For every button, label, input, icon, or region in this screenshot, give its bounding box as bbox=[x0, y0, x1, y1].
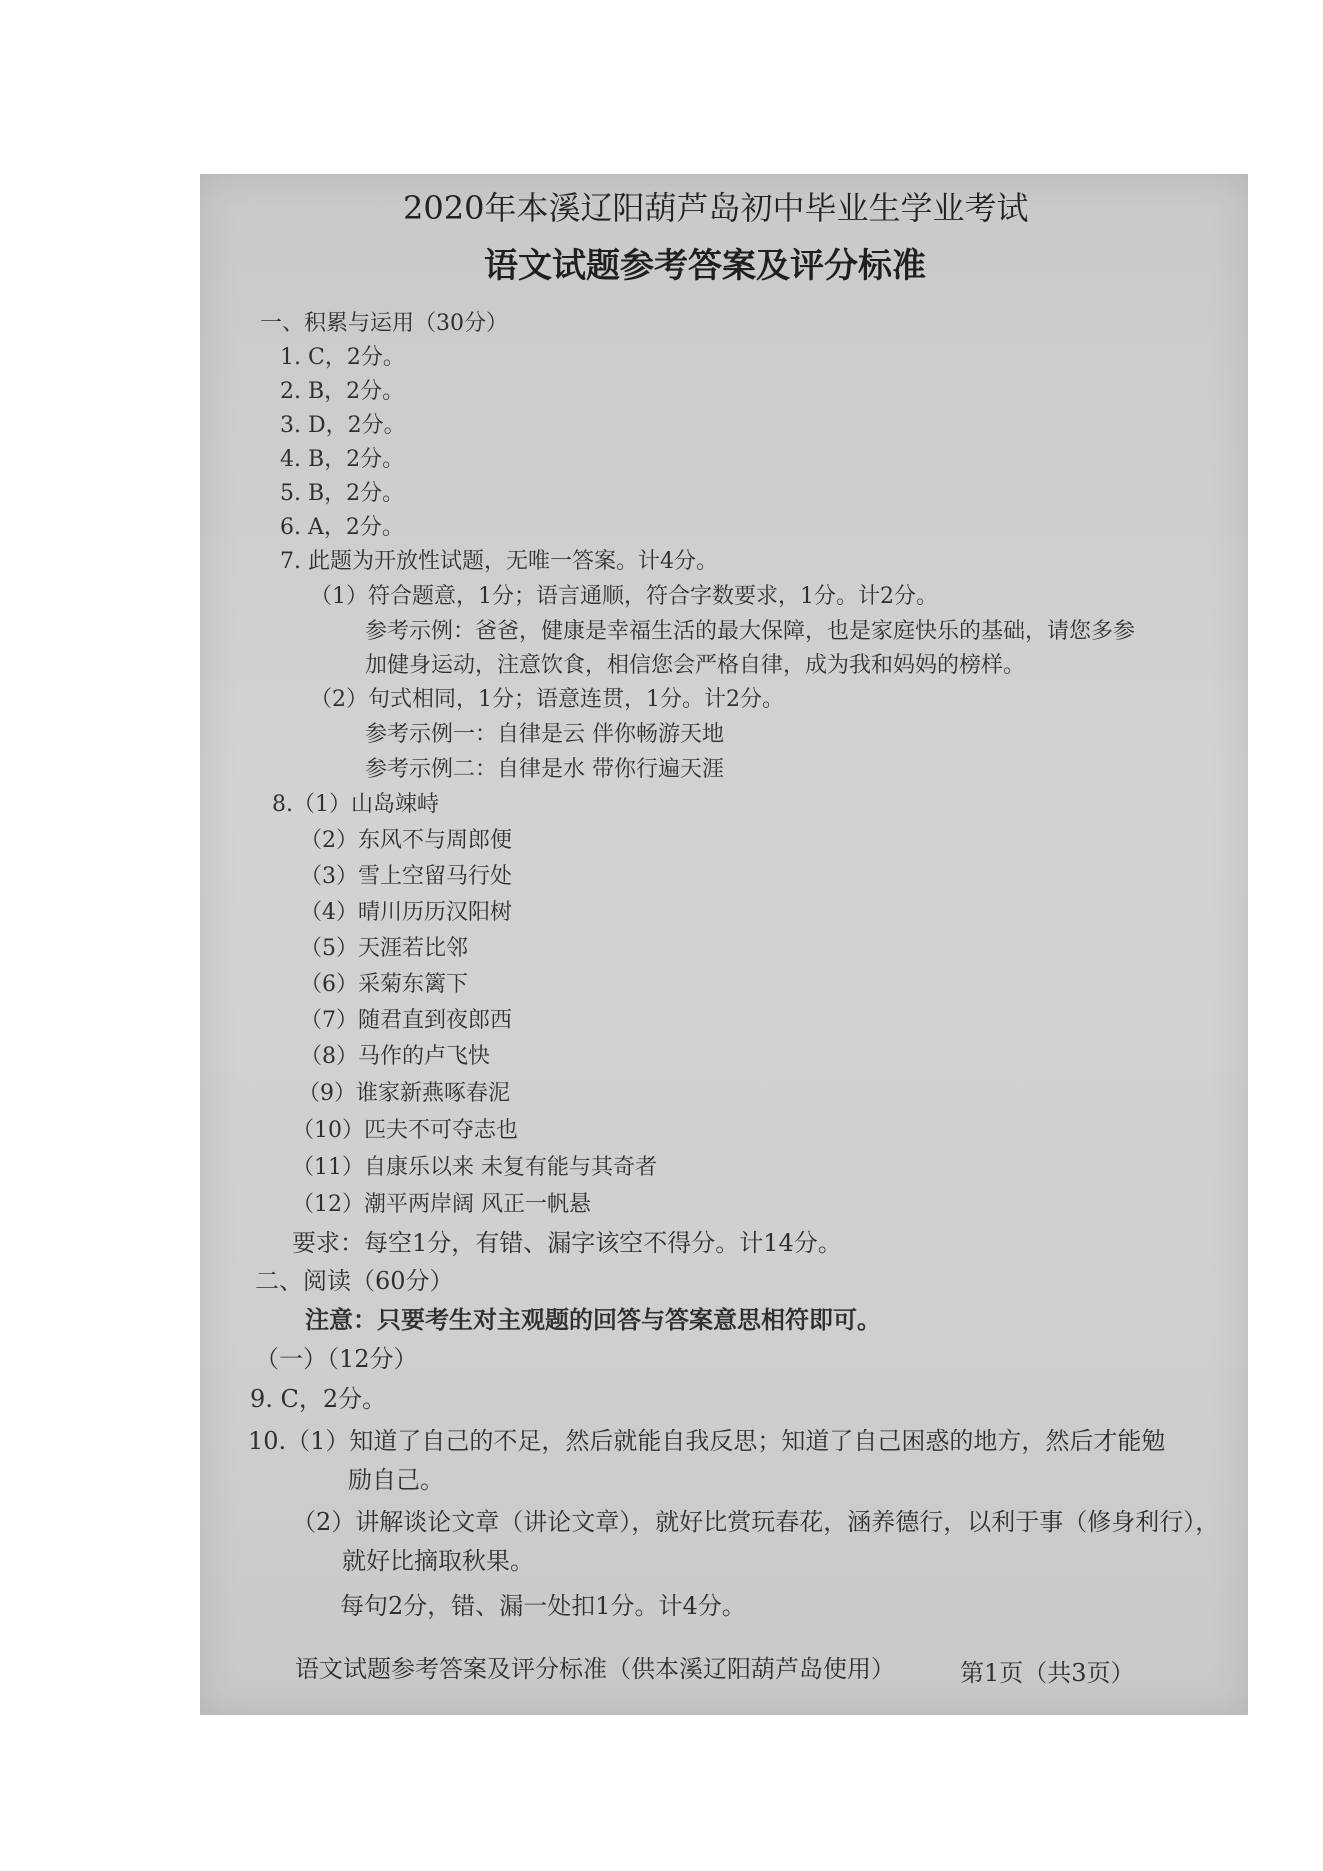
answer-item: 3. D，2分。 bbox=[280, 413, 406, 438]
subsection-heading: （一）（12分） bbox=[255, 1345, 418, 1373]
q8-answer: （5）天涯若比邻 bbox=[300, 936, 468, 961]
q8-answer: （6）采菊东篱下 bbox=[300, 972, 468, 997]
q7-part2-example1: 参考示例一：自律是云 伴你畅游天地 bbox=[365, 722, 724, 747]
q8-answer: （12）潮平两岸阔 风正一帆悬 bbox=[292, 1192, 591, 1217]
q10-part2: （2）讲解谈论文章（讲论文章），就好比赏玩春花，涵养德行，以利于事（修身利行）， bbox=[292, 1508, 1220, 1536]
q8-answer: （2）东风不与周郎便 bbox=[300, 828, 512, 853]
q8-answer: （11）自康乐以来 未复有能与其奇者 bbox=[292, 1155, 657, 1180]
q8-answer: 8.（1）山岛竦峙 bbox=[272, 792, 439, 817]
q8-answer: （4）晴川历历汉阳树 bbox=[300, 900, 512, 925]
document-title: 语文试题参考答案及评分标准 bbox=[484, 246, 926, 286]
q8-answer: （10）匹夫不可夺志也 bbox=[292, 1118, 518, 1143]
answer-item: 9. C，2分。 bbox=[250, 1385, 387, 1413]
exam-title: 2020年本溪辽阳葫芦岛初中毕业生学业考试 bbox=[403, 189, 1029, 227]
q10-part2-cont: 就好比摘取秋果。 bbox=[342, 1547, 534, 1575]
section2-note: 注意：只要考生对主观题的回答与答案意思相符即可。 bbox=[305, 1305, 881, 1334]
q8-answer: （3）雪上空留马行处 bbox=[300, 864, 512, 889]
q7-part1-example-cont: 加健身运动，注意饮食，相信您会严格自律，成为我和妈妈的榜样。 bbox=[365, 653, 1026, 678]
q10-part1: 10.（1）知道了自己的不足，然后就能自我反思；知道了自己困惑的地方，然后才能勉 bbox=[248, 1427, 1166, 1455]
q7-part1: （1）符合题意，1分；语言通顺，符合字数要求，1分。计2分。 bbox=[310, 584, 938, 609]
answer-item: 6. A，2分。 bbox=[280, 515, 404, 540]
q7-part2-example2: 参考示例二：自律是水 带你行遍天涯 bbox=[365, 757, 724, 782]
answer-item: 4. B，2分。 bbox=[280, 447, 405, 472]
q8-requirement: 要求：每空1分，有错、漏字该空不得分。计14分。 bbox=[292, 1229, 842, 1257]
answer-item: 5. B，2分。 bbox=[280, 481, 405, 506]
q10-part1-cont: 励自己。 bbox=[348, 1466, 444, 1494]
answer-sheet bbox=[200, 174, 1248, 1715]
page-number: 第1页（共3页） bbox=[960, 1659, 1135, 1687]
q8-answer: （9）谁家新燕啄春泥 bbox=[298, 1081, 510, 1106]
section2-heading: 二、阅读（60分） bbox=[255, 1267, 454, 1295]
q7-part1-example: 参考示例：爸爸，健康是幸福生活的最大保障，也是家庭快乐的基础，请您多参 bbox=[365, 619, 1136, 644]
q10-score: 每句2分，错、漏一处扣1分。计4分。 bbox=[340, 1592, 746, 1620]
q7-part2: （2）句式相同，1分；语意连贯，1分。计2分。 bbox=[310, 687, 784, 712]
q8-answer: （7）随君直到夜郎西 bbox=[300, 1008, 512, 1033]
q7-intro: 7. 此题为开放性试题，无唯一答案。计4分。 bbox=[280, 549, 718, 574]
footer-title: 语文试题参考答案及评分标准（供本溪辽阳葫芦岛使用） bbox=[295, 1655, 895, 1683]
answer-item: 1. C，2分。 bbox=[280, 345, 405, 370]
answer-item: 2. B，2分。 bbox=[280, 379, 405, 404]
q8-answer: （8）马作的卢飞快 bbox=[300, 1044, 490, 1069]
section1-heading: 一、积累与运用（30分） bbox=[260, 311, 508, 336]
